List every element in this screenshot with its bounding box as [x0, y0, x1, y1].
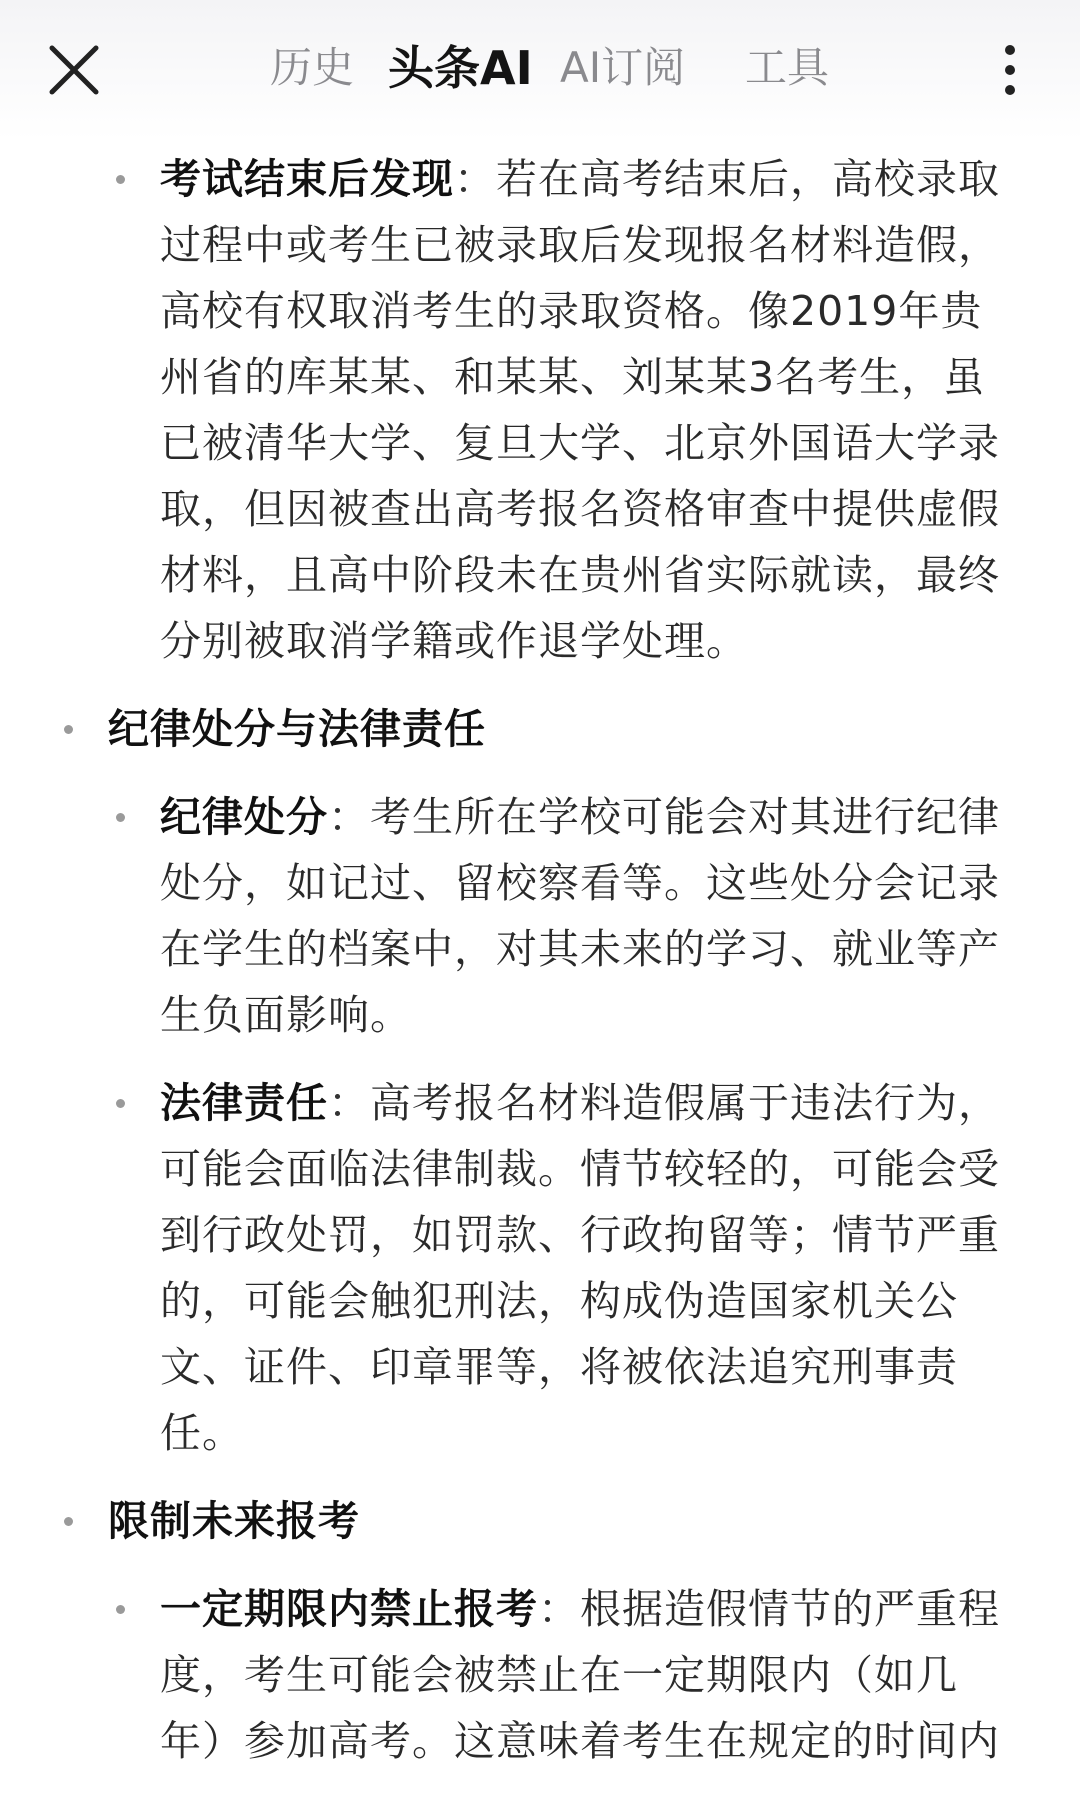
bullet-icon	[116, 813, 125, 822]
section-title: 纪律处分与法律责任	[108, 705, 486, 753]
item-body: 根据造假情节的严重程度，考生可能会被禁止在一定期限内（如几年）参加高考。这意味着考生在规定的时间内	[160, 1585, 1000, 1765]
more-button[interactable]	[990, 40, 1030, 100]
item-term: 法律责任	[160, 1079, 328, 1127]
item-term: 一定期限内禁止报考	[160, 1585, 538, 1633]
section-title: 限制未来报考	[108, 1497, 360, 1545]
section-heading-discipline-legal	[108, 696, 1080, 762]
tab-tools[interactable]: 工具	[745, 43, 830, 92]
more-vertical-icon	[990, 40, 1030, 100]
top-nav-bar	[0, 0, 1080, 140]
item-colon: ：	[328, 793, 370, 841]
bullet-icon	[64, 725, 73, 734]
close-icon	[44, 40, 104, 100]
close-button[interactable]	[44, 40, 104, 100]
item-term: 考试结束后发现	[160, 155, 454, 203]
bullet-icon	[116, 1605, 125, 1614]
item-colon: ：	[454, 155, 496, 203]
item-colon: ：	[328, 1079, 370, 1127]
item-colon: ：	[538, 1585, 580, 1633]
list-item-exam-after-discovery	[160, 146, 1020, 674]
tab-history[interactable]: 历史	[270, 43, 355, 92]
tab-toutiao-ai[interactable]: 头条AI	[388, 41, 533, 95]
item-body: 考生所在学校可能会对其进行纪律处分，如记过、留校察看等。这些处分会记录在学生的档案中，对其未来的学习、就业等产生负面影响。	[160, 793, 1000, 1039]
bullet-icon	[116, 175, 125, 184]
item-body: 高考报名材料造假属于违法行为，可能会面临法律制裁。情节较轻的，可能会受到行政处罚，如罚款、行政拘留等；情节严重的，可能会触犯刑法，构成伪造国家机关公文、证件、印章罪等，将被依法追究刑事责任。	[160, 1079, 1000, 1457]
item-body: 若在高考结束后，高校录取过程中或考生已被录取后发现报名材料造假，高校有权取消考生的录取资格。像2019年贵州省的库某某、和某某、刘某某3名考生，虽已被清华大学、复旦大学、北京外国语大学录取，但因被查出高考报名资格审查中提供虚假材料，且高中阶段未在贵州省实际就读，最终分别被取消学籍或作退学处理。	[160, 155, 1000, 665]
bullet-icon	[64, 1517, 73, 1526]
list-item-discipline	[160, 784, 1020, 1048]
list-item-ban-period	[160, 1576, 1020, 1774]
list-item-legal-liability	[160, 1070, 1020, 1466]
section-heading-restrict-future	[108, 1488, 1080, 1554]
answer-content	[0, 146, 1080, 1796]
tab-ai-subscribe[interactable]: AI订阅	[560, 43, 686, 92]
bullet-icon	[116, 1099, 125, 1108]
item-term: 纪律处分	[160, 793, 328, 841]
